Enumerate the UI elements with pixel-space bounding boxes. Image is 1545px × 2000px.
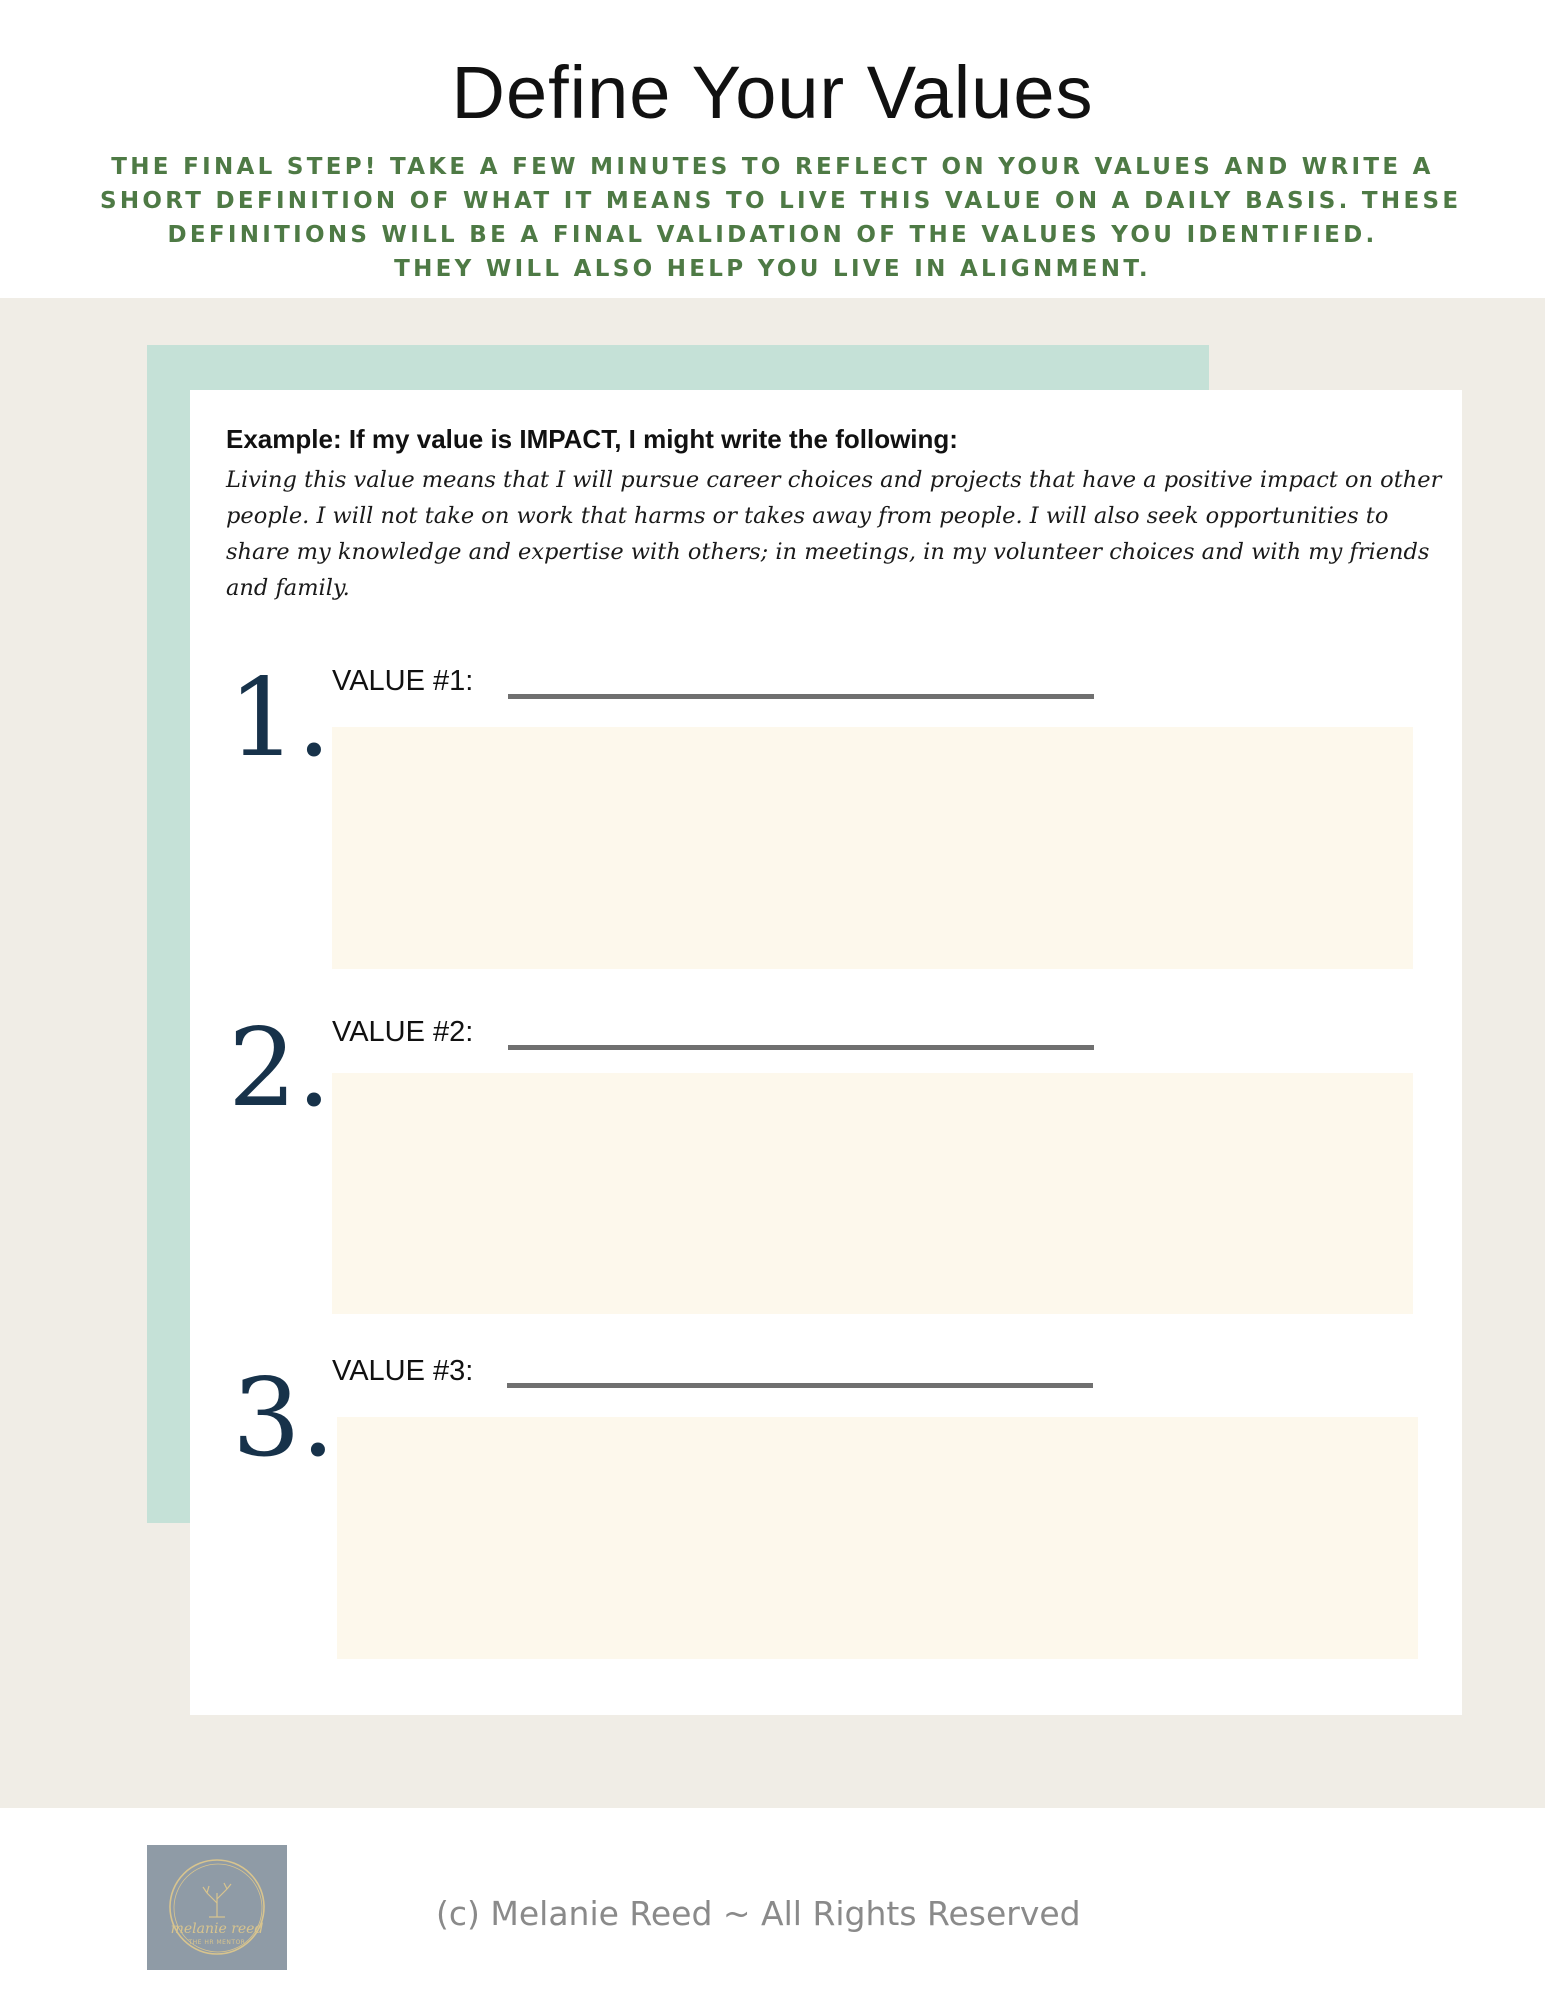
header [0,0,1545,298]
definition-box-1[interactable] [332,727,1413,969]
value-label-1: VALUE #1: [332,665,474,697]
definition-box-2[interactable] [332,1073,1413,1314]
example-line: people. I will not take on work that harms or takes away from people. I will also seek opportunities to [226,503,1389,529]
value-label-2: VALUE #2: [332,1016,474,1048]
value-number-1: 1. [228,656,332,781]
example-line: share my knowledge and expertise with others; in meetings, in my volunteer choices and with my friends [226,539,1430,565]
instructions-line: SHORT DEFINITION OF WHAT IT MEANS TO LIVE THIS VALUE ON A DAILY BASIS. THESE [100,188,1462,214]
value-name-line-3[interactable] [507,1383,1093,1388]
brand-logo [147,1845,287,1970]
instructions [100,150,1462,286]
example-heading: Example: If my value is IMPACT, I might write the following: [226,424,958,454]
copyright-notice: (c) Melanie Reed ~ All Rights Reserved [436,1894,1081,1933]
page-title: Define Your Values [451,51,1094,134]
instructions-line: THE FINAL STEP! TAKE A FEW MINUTES TO REFLECT ON YOUR VALUES AND WRITE A [111,154,1434,180]
value-name-line-1[interactable] [508,694,1094,699]
value-name-line-2[interactable] [508,1045,1094,1050]
value-number-3: 3. [232,1356,336,1481]
tree-icon [203,1883,231,1917]
logo-mark [147,1845,287,1970]
svg-text:melanie reed: melanie reed [170,1921,264,1937]
instructions-line: DEFINITIONS WILL BE A FINAL VALIDATION OF THE VALUES YOU IDENTIFIED. [167,222,1378,248]
example-line: and family. [226,575,350,601]
svg-text:THE HR MENTOR: THE HR MENTOR [188,1939,246,1946]
example-line: Living this value means that I will pursue career choices and projects that have a positive impact on other [226,467,1442,493]
definition-box-3[interactable] [337,1417,1418,1659]
value-number-2: 2. [228,1006,332,1131]
value-label-3: VALUE #3: [332,1355,474,1387]
instructions-line: THEY WILL ALSO HELP YOU LIVE IN ALIGNMENT. [394,256,1151,282]
example-text [226,462,1442,606]
